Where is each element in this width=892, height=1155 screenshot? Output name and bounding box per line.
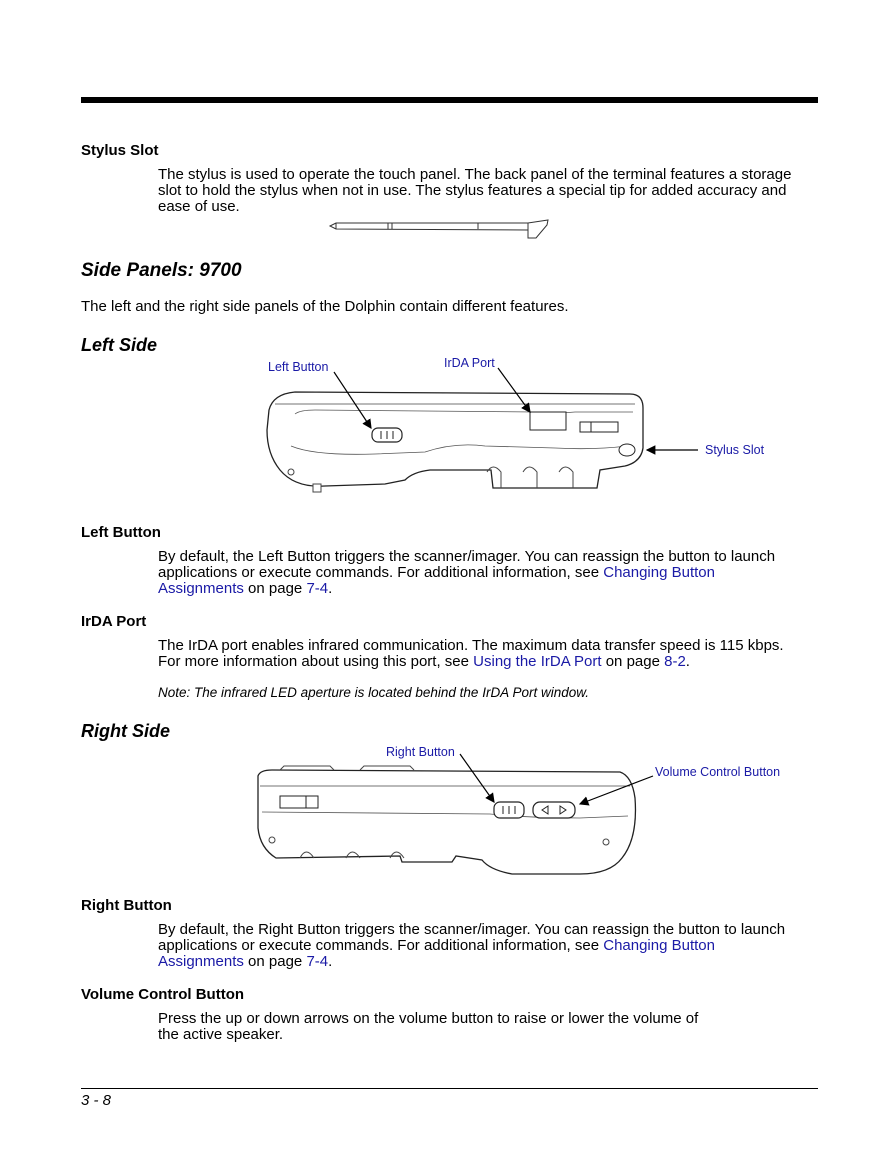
left-button-heading: Left Button [81,524,161,541]
volume-control-heading: Volume Control Button [81,986,245,1003]
stylus-slot-heading: Stylus Slot [81,142,159,159]
left-button-line-3 [158,581,818,597]
right-side-device-illustration [250,758,650,883]
callout-stylus-slot: Stylus Slot [705,443,765,457]
callout-volume-control: Volume Control Button [655,765,781,779]
stylus-illustration [328,216,550,242]
footer-rule [81,1088,818,1089]
page-7-4-link[interactable]: 7-4 [306,580,329,597]
callout-left-button: Left Button [268,360,329,374]
changing-button-link[interactable]: Changing Button [603,564,715,581]
page-8-2-link[interactable]: 8-2 [664,653,686,670]
left-button-line-2-text: applications or execute commands. For additional information, see [158,564,604,581]
using-irda-port-link[interactable]: Using the IrDA Port [473,653,602,670]
volume-control-body [158,1011,818,1043]
callout-irda-port: IrDA Port [444,356,495,370]
irda-port-line-2-mid: on page [601,653,665,670]
irda-port-line-2-text: For more information about using this port, see [158,653,474,670]
right-button-line-1: By default, the Right Button triggers the scanner/imager. You can reassign the button to launch [158,921,786,938]
left-button-line-2 [158,565,818,581]
right-side-heading: Right Side [81,721,170,741]
left-button-line-1: By default, the Left Button triggers the scanner/imager. You can reassign the button to launch [158,548,776,565]
right-button-heading: Right Button [81,897,172,914]
volume-control-line-2: the active speaker. [158,1026,284,1043]
left-button-line-3-end: . [328,580,333,597]
stylus-slot-line-2: slot to hold the stylus when not in use. The stylus features a special tip for added accuracy and [158,182,787,199]
page-7-4-link-2[interactable]: 7-4 [306,953,329,970]
right-button-line-2-text: applications or execute commands. For additional information, see [158,937,604,954]
side-panels-intro: The left and the right side panels of the Dolphin contain different features. [81,298,569,315]
callout-right-button: Right Button [386,745,455,759]
stylus-slot-body [158,167,818,215]
page-number: 3 - 8 [81,1092,112,1109]
right-button-line-3 [158,954,818,970]
stylus-slot-line-1: The stylus is used to operate the touch panel. The back panel of the terminal features a storage [158,166,792,183]
stylus-slot-line-3: ease of use. [158,198,240,215]
irda-port-line-2-end: . [685,653,690,670]
right-button-line-2 [158,938,818,954]
changing-button-link-2[interactable]: Changing Button [603,937,715,954]
left-side-heading: Left Side [81,335,158,355]
irda-note: Note: The infrared LED aperture is located behind the IrDA Port window. [158,685,589,700]
irda-port-body [158,638,818,670]
assignments-link-2[interactable]: Assignments [158,953,244,970]
right-button-body [158,922,818,970]
header-rule [81,97,818,103]
irda-port-heading: IrDA Port [81,613,147,630]
left-button-line-3-text: on page [243,580,307,597]
left-button-body [158,549,818,597]
irda-port-line-1: The IrDA port enables infrared communication. The maximum data transfer speed is 115 kbps. [158,637,784,654]
volume-control-line-1: Press the up or down arrows on the volume button to raise or lower the volume of [158,1010,699,1027]
assignments-link[interactable]: Assignments [158,580,244,597]
side-panels-heading: Side Panels: 9700 [81,260,242,281]
irda-port-line-2 [158,654,818,670]
right-button-line-3-text: on page [243,953,307,970]
left-side-device-illustration [255,370,710,510]
right-button-line-3-end: . [328,953,333,970]
